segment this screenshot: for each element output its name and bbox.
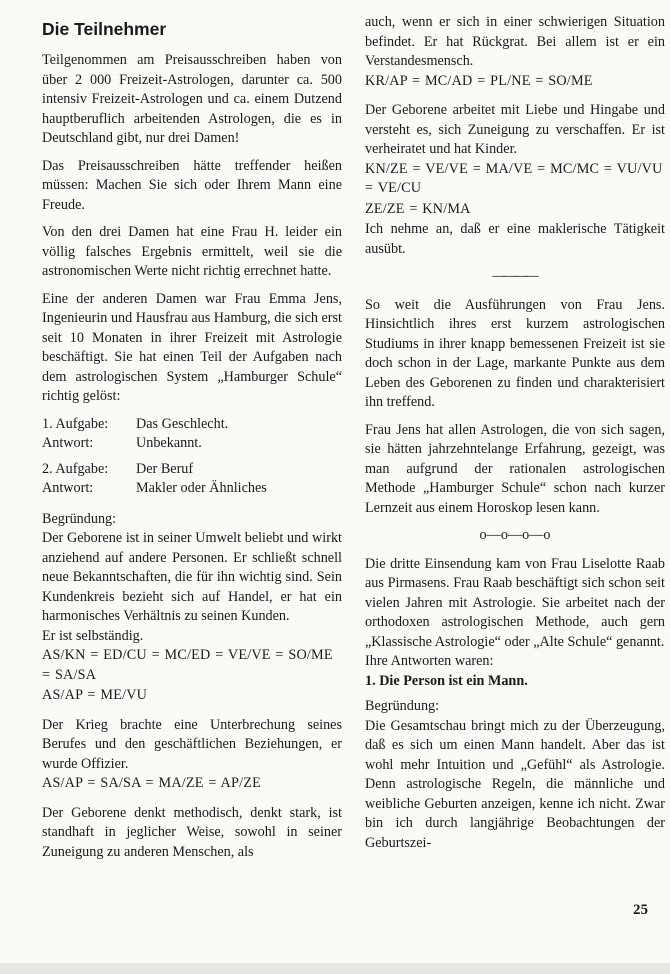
begruendung-label: Begründung: [365, 698, 440, 714]
paragraph-emma-jens: Eine der anderen Damen war Frau Emma Jens, Ingenieurin und Hausfrau aus Hamburg, die sich erst seit 10 Monaten in ihrer Freizeit mit Astrologie beschäftigt. Sie hat einen Teil der Aufgaben nach dem astrologischen System „Hamburger Schule“ richtig gelöst: [42, 290, 342, 404]
paragraph-begruendung: Der Geborene ist in seiner Umwelt beliebt und wirkt anziehend auf andere Personen. Er schließt schnell neue Bekanntschaften, die für ihn wichtig sind. Sein Kundenkreis bezieht sich auf Handel, er hat ein harmonisches Verhältnis zu seinen Kunden. [42, 530, 342, 624]
page-bottom-edge [0, 963, 670, 974]
paragraph-situation: auch, wenn er sich in einer schwierigen Situation befindet. Er hat Rückgrat. Bei allem ist er ein Verstandesmensch. [365, 14, 665, 69]
task-label: 1. Aufgabe: [42, 415, 109, 432]
left-column [42, 13, 342, 870]
paragraph-makler: Ich nehme an, daß er eine maklerische Tätigkeit ausübt. [365, 221, 665, 257]
paragraph-intro: Teilgenommen am Preisausschreiben haben von über 2 000 Freizeit-Astrologen, darunter ca. 500 intensiv Freizeit-Astrologen und ca. einem Dutzend hauptberuflich arbeitenden Astrologen, die es in Deutschland gibt, nur drei Damen! [42, 52, 342, 146]
formula-kr-ap: KR/AP = MC/AD = PL/NE = SO/ME [365, 72, 593, 89]
task-answer-list [42, 415, 342, 499]
task-value: Das Geschlecht. [136, 415, 229, 432]
formula-as-kn: AS/KN = ED/CU = MC/ED = VE/VE = SO/ME = SA/SA [42, 647, 333, 683]
spacer [42, 501, 342, 510]
begruendung-label: Begründung: [42, 510, 117, 527]
line-antworten: Ihre Antworten waren: [365, 653, 494, 669]
task-row [42, 434, 342, 454]
task-label: 2. Aufgabe: [42, 460, 109, 477]
paragraph-frau-jens: Frau Jens hat allen Astrologen, die von sich sagen, sie hätten jahrzehntelange Erfahrung, gezeigt, was man aufgrund der rationalen astrologischen Methode „Hamburger Schule“ schon nach kurzer Lernzeit aus einem Horoskop lesen kann. [365, 421, 665, 516]
right-column [365, 13, 665, 870]
spacer [42, 795, 342, 804]
paragraph-liebe: Der Geborene arbeitet mit Liebe und Hingabe und versteht es, sich Zuneigung zu verschaffen. Er ist verheiratet und hat Kinder. [365, 102, 665, 157]
task-value: Makler oder Ähnliches [136, 480, 267, 496]
spacer [42, 707, 342, 716]
task-value: Der Beruf [136, 460, 194, 477]
paragraph-frau-h: Von den drei Damen hat eine Frau H. leider ein völlig falsches Ergebnis ermittelt, weil sie die astronomischen Werte nicht richtig errechnet hatte. [42, 224, 342, 279]
task-row [42, 460, 342, 480]
dash-separator: — — — — [492, 268, 538, 284]
line-selbstaendig: Er ist selbständig. [42, 627, 144, 644]
formula-as-ap: AS/AP = ME/VU [42, 687, 148, 703]
formula-ze-ze: ZE/ZE = KN/MA [365, 200, 471, 217]
task-label: Antwort: [42, 480, 94, 496]
paragraph-soweit: So weit die Ausführungen von Frau Jens. Hinsichtlich ihres erst kurzem astrologischen Studiums in ihrer knapp bemessenen Freizeit ist sie doch schon in der Lage, markante Punkte aus dem Leben des Geborenen zu finden und charakterisiert ihn treffend. [365, 296, 665, 410]
paragraph-krieg: Der Krieg brachte eine Unterbrechung seines Berufes und den geschäftlichen Beziehungen, er wurde Offizier. [42, 716, 342, 772]
circle-separator: o—o—o—o [479, 527, 551, 543]
task-value: Unbekannt. [136, 435, 202, 451]
paragraph-dritte-einsendung: Die dritte Einsendung kam von Frau Liselotte Raab aus Pirmasens. Frau Raab beschäftigt sich schon seit vielen Jahren mit Astrologie. Sie arbeitet nach der orthodoxen astrologischen Methode, auch gern „Klassische Astrologie“ oder „Alte Schule“ genannt. [365, 555, 665, 650]
spacer [365, 92, 665, 101]
task-row [42, 415, 342, 435]
section-heading: Die Teilnehmer [42, 19, 167, 39]
paragraph-preisausschreiben: Das Preisausschreiben hätte treffender heißen müssen: Machen Sie sich oder Ihrem Mann eine Freude. [42, 157, 342, 213]
formula-as-ap-2: AS/AP = SA/SA = MA/ZE = AP/ZE [42, 775, 261, 791]
paragraph-denkt: Der Geborene denkt methodisch, denkt stark, ist standhaft in jeglicher Weise, sowohl in seiner Zuneigung zu anderen Menschen, als [42, 804, 342, 860]
task-label: Antwort: [42, 435, 94, 451]
line-person-mann: 1. Die Person ist ein Mann. [365, 672, 528, 689]
formula-kn-ze: KN/ZE = VE/VE = MA/VE = MC/MC = VU/VU = VE/CU [365, 160, 663, 196]
page-number: 25 [633, 902, 648, 918]
task-row [42, 479, 342, 499]
paragraph-gesamtschau: Die Gesamtschau bringt mich zu der Überzeugung, daß es sich um einen Mann handelt. Aber das ist wohl mehr Intuition und „Gefühl“ als Astrologie. Denn astrologische Regeln, die männliche und weibliche Geburten anzeigen, kenne ich nicht. Zwar bin ich durch langjährige Beobachtungen der Geburtszei- [365, 717, 665, 851]
